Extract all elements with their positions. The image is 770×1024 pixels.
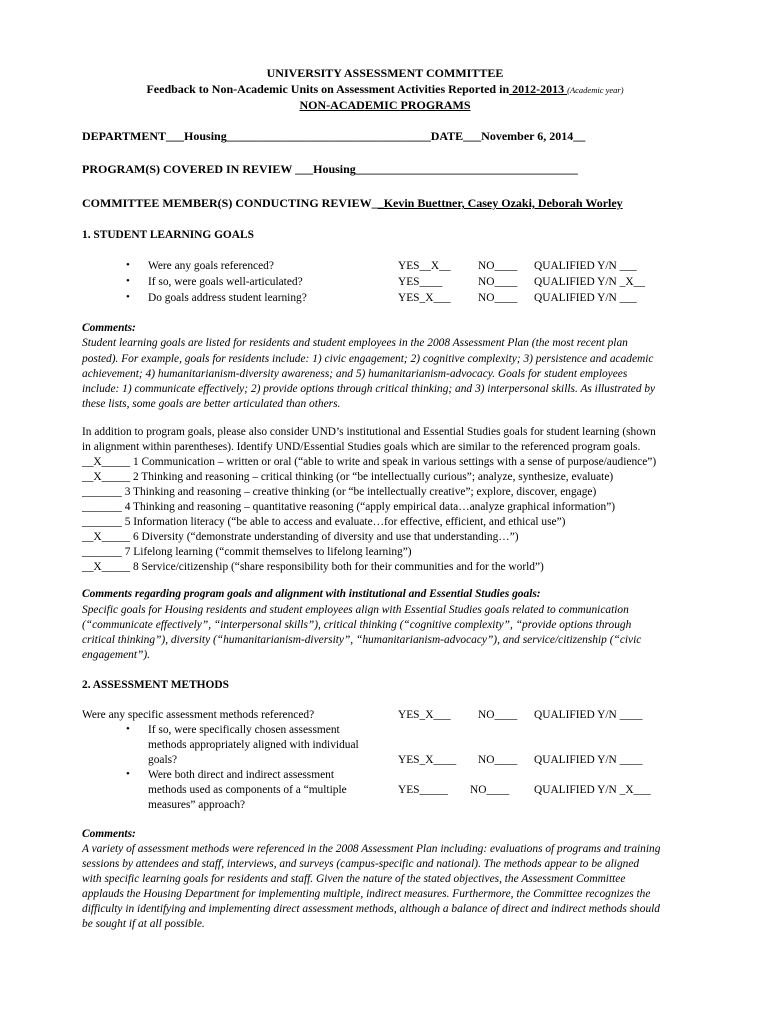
- s2-q1-no: NO____: [478, 709, 518, 721]
- s1-q2-no: NO____: [478, 276, 518, 288]
- bullet-icon: •: [126, 275, 130, 287]
- s1-comment-line: include: 1) communicate effectively; 2) provide options through critical thinking; and 3) interpersonal skills. As illustrated by: [82, 383, 656, 395]
- academic-year-note: (Academic year): [567, 85, 624, 95]
- s1-comment-line: achievement; 4) humanitarianism-diversity awareness; and 5) humanitarianism-advocacy. Goals for student employees: [82, 368, 628, 380]
- s2-comment-line: A variety of assessment methods were referenced in the 2008 Assessment Plan including: evaluations of programs and training: [82, 843, 661, 855]
- s2-q3-no: NO____: [470, 784, 510, 796]
- alignment-comment-line: (“communicate effectively”, “interpersonal skills”), critical thinking (“cognitive complexity”, “provide options through: [82, 619, 632, 631]
- bullet-icon: •: [126, 723, 130, 735]
- committee-title: UNIVERSITY ASSESSMENT COMMITTEE: [266, 66, 504, 80]
- s1-q1-qualified: QUALIFIED Y/N ___: [534, 260, 637, 272]
- goal-item: _______ 4 Thinking and reasoning – quantitative reasoning (“apply empirical data…analyze graphical information”): [82, 501, 616, 513]
- academic-years: 2012-2013: [509, 82, 568, 96]
- programs-label: PROGRAM(S) COVERED IN REVIEW ___: [82, 162, 314, 176]
- members-value: _Kevin Buettner, Casey Ozaki, Deborah Worley: [377, 196, 623, 210]
- s2-question-2-line: methods appropriately aligned with individual: [148, 739, 359, 751]
- s1-q1-yes: YES__X__: [398, 260, 451, 272]
- department-line: [82, 129, 585, 144]
- s1-q3-qualified: QUALIFIED Y/N ___: [534, 292, 637, 304]
- s2-question-1: Were any specific assessment methods referenced?: [82, 709, 315, 721]
- s2-question-3-line: methods used as components of a “multiple: [148, 784, 347, 796]
- s2-question-2-line: If so, were specifically chosen assessment: [148, 724, 340, 736]
- goal-item: _______ 5 Information literacy (“be able to access and evaluate…for effective, efficient, and ethical use”): [82, 516, 566, 528]
- s2-comment-line: applauds the Housing Department for implementing multiple, indirect measures. Furthermore, the Committee recognizes the: [82, 888, 651, 900]
- members-label: COMMITTEE MEMBER(S) CONDUCTING REVIEW_: [82, 196, 378, 210]
- s2-question-3-line: Were both direct and indirect assessment: [148, 769, 335, 781]
- s2-q2-no: NO____: [478, 754, 518, 766]
- department-label: DEPARTMENT___: [82, 129, 185, 143]
- s2-question-2-line: goals?: [148, 754, 178, 766]
- s1-question-3: Do goals address student learning?: [148, 292, 307, 304]
- s2-comment-line: with specific learning goals for residents and staff. Given the nature of the stated objectives, the Assessment Committee: [82, 873, 626, 885]
- feedback-title: [0, 82, 770, 98]
- s1-q2-yes: YES____: [398, 276, 443, 288]
- feedback-prefix: Feedback to Non-Academic Units on Assessment Activities Reported in: [146, 82, 510, 96]
- s2-comment-line: difficulty in identifying and implementing direct assessment methods, although a balance of direct and indirect methods should: [82, 903, 660, 915]
- s1-question-1: Were any goals referenced?: [148, 260, 274, 272]
- bullet-icon: •: [126, 291, 130, 303]
- s1-comments-label: Comments:: [82, 322, 136, 334]
- date-label: DATE___: [430, 129, 482, 143]
- s2-comment-line: be sought if at all possible.: [82, 918, 205, 930]
- s1-q3-yes: YES_X___: [398, 292, 451, 304]
- goal-item: __X_____ 2 Thinking and reasoning – critical thinking (or “be intellectually curious”; analyze, synthesize, evaluate): [82, 471, 614, 483]
- goal-item: __X_____ 6 Diversity (“demonstrate understanding of diversity and use that understanding…”): [82, 531, 519, 543]
- alignment-comment-line: engagement”).: [82, 649, 151, 661]
- s1-comment-line: Student learning goals are listed for residents and student employees in the 2008 Assessment Plan (the most recent plan: [82, 337, 628, 349]
- bullet-icon: •: [126, 259, 130, 271]
- alignment-comment-line: Specific goals for Housing residents and student employees align with Essential Studies goals related to communication: [82, 604, 629, 616]
- s1-question-2: If so, were goals well-articulated?: [148, 276, 303, 288]
- s2-q1-qualified: QUALIFIED Y/N ____: [534, 709, 643, 721]
- alignment-comment-line: critical thinking”), diversity (“humanitarianism-diversity”, “humanitarianism-advocacy”), and service/citizenship (“civic: [82, 634, 642, 646]
- programs-title: NON-ACADEMIC PROGRAMS: [299, 98, 471, 112]
- alignment-comments-label: Comments regarding program goals and alignment with institutional and Essential Studies goals:: [82, 588, 541, 600]
- s1-q3-no: NO____: [478, 292, 518, 304]
- department-value: Housing__________________________________: [184, 129, 431, 143]
- s2-q2-yes: YES_X____: [398, 754, 457, 766]
- s2-q1-yes: YES_X___: [398, 709, 451, 721]
- goal-item: __X_____ 8 Service/citizenship (“share responsibility both for their communities and for the world”): [82, 561, 544, 573]
- s2-comment-line: sessions by attendees and staff, interviews, and surveys (campus-specific and national). The methods appear to be aligned: [82, 858, 640, 870]
- s1-comment-line: these lists, some goals are better articulated than others.: [82, 398, 341, 410]
- programs-line: [82, 162, 578, 177]
- s2-q3-qualified: QUALIFIED Y/N _X___: [534, 784, 651, 796]
- date-value: November 6, 2014__: [481, 129, 586, 143]
- section1-title: 1. STUDENT LEARNING GOALS: [82, 229, 254, 241]
- s1-intro-line: In addition to program goals, please also consider UND’s institutional and Essential Studies goals for student learning (shown: [82, 426, 656, 438]
- s1-comment-line: posted). For example, goals for residents include: 1) civic engagement; 2) cognitive complexity; 3) persistence and academic: [82, 353, 654, 365]
- s2-question-3-line: measures” approach?: [148, 799, 246, 811]
- goal-item: _______ 7 Lifelong learning (“commit themselves to lifelong learning”): [82, 546, 412, 558]
- section2-title: 2. ASSESSMENT METHODS: [82, 679, 229, 691]
- programs-value: Housing_____________________________________: [313, 162, 578, 176]
- goal-item: __X_____ 1 Communication – written or oral (“able to write and speak in various settings with a sense of purpose/audience”): [82, 456, 657, 468]
- bullet-icon: •: [126, 768, 130, 780]
- s2-q2-qualified: QUALIFIED Y/N ____: [534, 754, 643, 766]
- s2-comments-label: Comments:: [82, 828, 136, 840]
- s1-q2-qualified: QUALIFIED Y/N _X__: [534, 276, 645, 288]
- members-line: [82, 196, 623, 211]
- s2-q3-yes: YES_____: [398, 784, 448, 796]
- s1-q1-no: NO____: [478, 260, 518, 272]
- goal-item: _______ 3 Thinking and reasoning – creative thinking (or “be intellectually creative”; explore, discover, engage): [82, 486, 597, 498]
- s1-intro-line: in alignment within parentheses). Identify UND/Essential Studies goals which are similar to the referenced program goals.: [82, 441, 641, 453]
